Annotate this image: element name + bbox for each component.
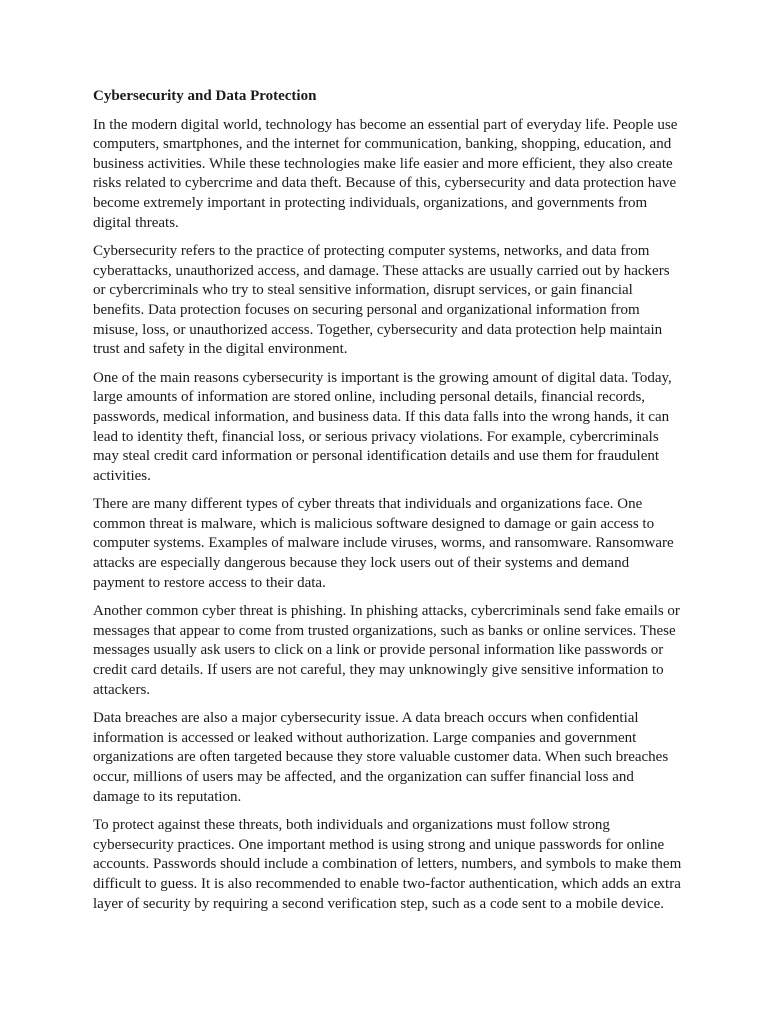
paragraph-data-breaches: Data breaches are also a major cybersecurity issue. A data breach occurs when confidential information is accessed or leaked without authorization. Large companies and government organizations are often targeted because they store valuable customer data. When such breaches occur, millions of users may be affected, and the organization can suffer financial loss and damage to its reputation. xyxy=(93,710,669,805)
paragraph-intro: In the modern digital world, technology has become an essential part of everyday life. People use computers, smartphones, and the internet for communication, banking, shopping, education, and business activities. While these technologies make life easier and more efficient, they also create risks related to cybercrime and data theft. Because of this, cybersecurity and data protection have become extremely important in protecting individuals, organizations, and governments from digital threats. xyxy=(93,116,678,231)
paragraph-phishing: Another common cyber threat is phishing. In phishing attacks, cybercriminals send fake emails or messages that appear to come from trusted organizations, such as banks or online services. These messages usually ask users to click on a link or provide personal information like passwords or credit card details. If users are not careful, they may unknowingly give sensitive information to attackers. xyxy=(93,603,680,698)
paragraph-malware: There are many different types of cyber threats that individuals and organizations face. One common threat is malware, which is malicious software designed to damage or gain access to computer systems. Examples of malware include viruses, worms, and ransomware. Ransomware attacks are especially dangerous because they lock users out of their systems and demand payment to restore access to their data. xyxy=(93,496,674,591)
document-body xyxy=(93,87,683,923)
document-title: Cybersecurity and Data Protection xyxy=(93,88,317,104)
paragraph-importance: One of the main reasons cybersecurity is important is the growing amount of digital data. Today, large amounts of information are stored online, including personal details, financial records, passwords, medical information, and business data. If this data falls into the wrong hands, it can lead to identity theft, financial loss, or serious privacy violations. For example, cybercriminals may steal credit card information or personal identification details and use them for fraudulent activities. xyxy=(93,369,672,484)
paragraph-protection: To protect against these threats, both individuals and organizations must follow strong cybersecurity practices. One important method is using strong and unique passwords for online accounts. Passwords should include a combination of letters, numbers, and symbols to make them difficult to guess. It is also recommended to enable two-factor authentication, which adds an extra layer of security by requiring a second verification step, such as a code sent to a mobile device. xyxy=(93,817,682,912)
paragraph-definition: Cybersecurity refers to the practice of protecting computer systems, networks, and data from cyberattacks, unauthorized access, and damage. These attacks are usually carried out by hackers or cybercriminals who try to steal sensitive information, disrupt services, or gain financial benefits. Data protection focuses on securing personal and organizational information from misuse, loss, or unauthorized access. Together, cybersecurity and data protection help maintain trust and safety in the digital environment. xyxy=(93,243,670,358)
